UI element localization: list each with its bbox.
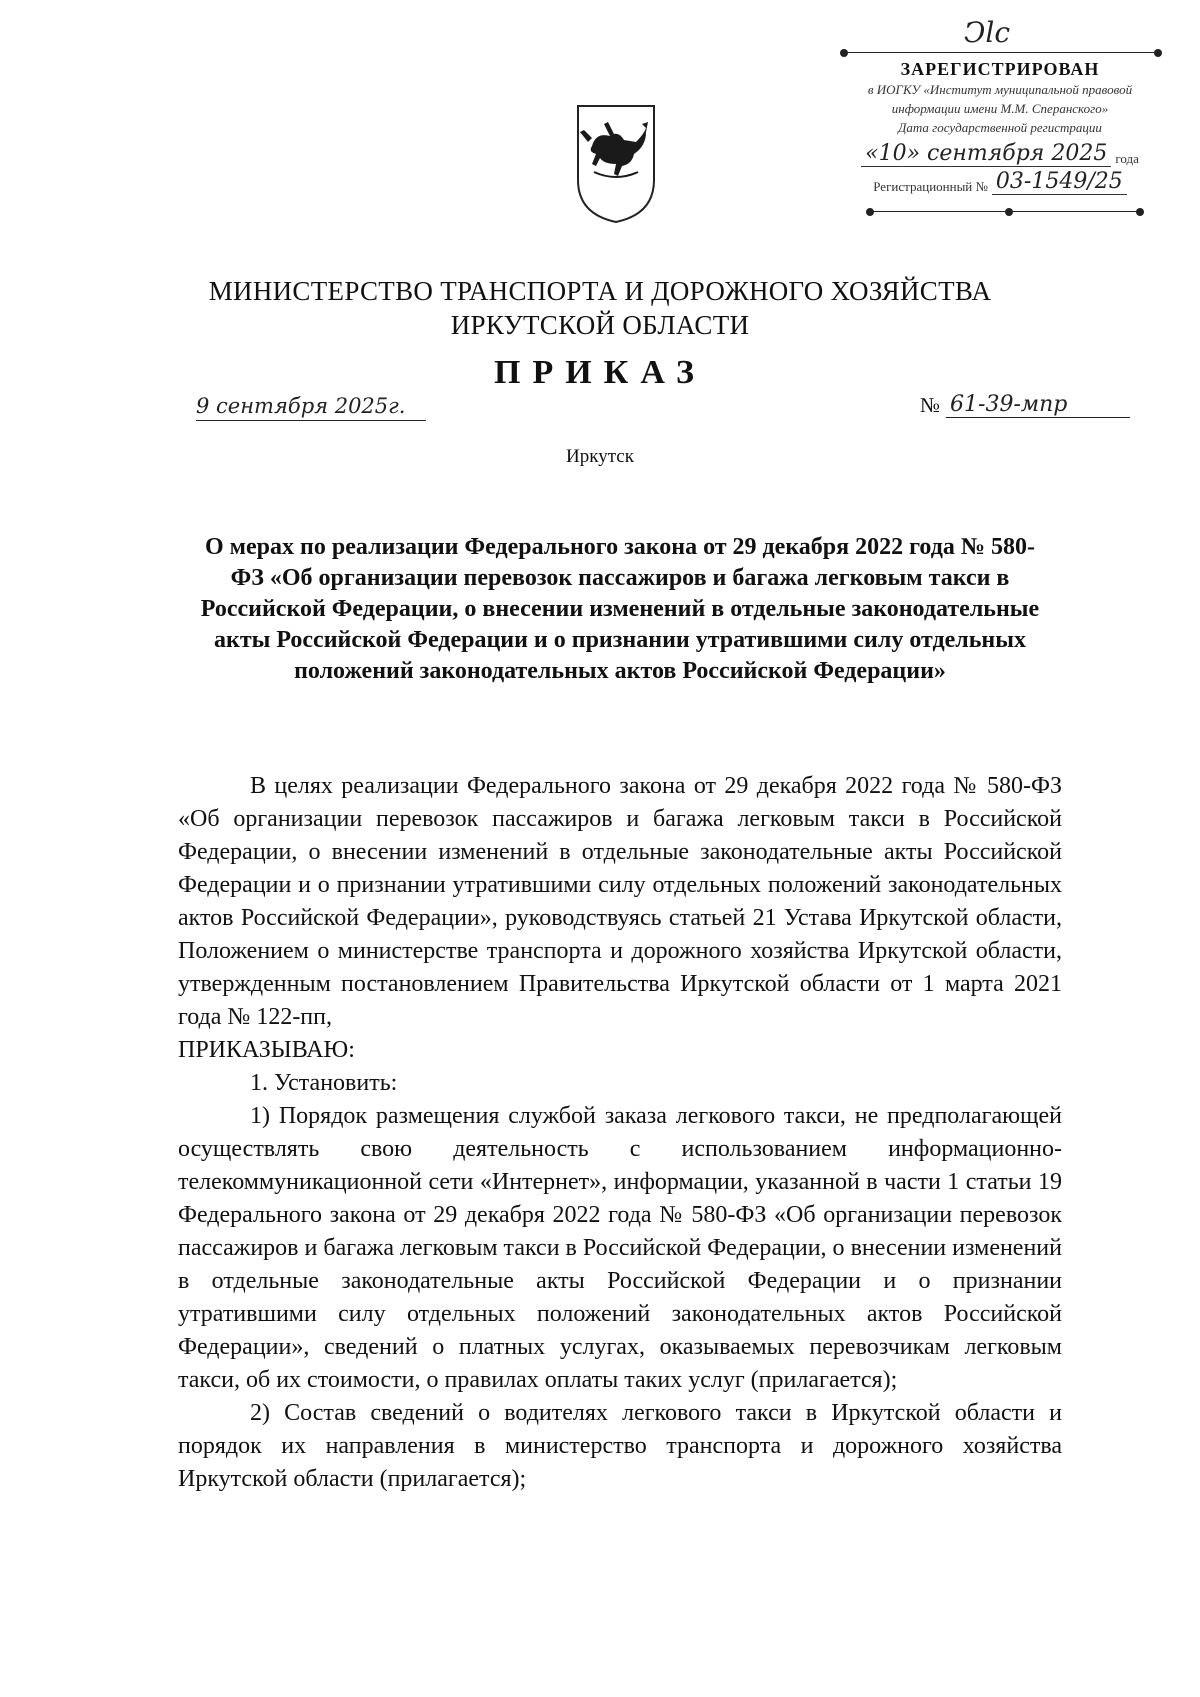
ministry-name [0, 274, 1200, 342]
coat-of-arms-icon [574, 102, 658, 224]
stamp-dot [1136, 208, 1144, 216]
sub-item-1: 1) Порядок размещения службой заказа легкового такси, не предполагающей осуществлять свою деятельность с использованием информационно-телекоммуникационной сети «Интернет», информации, указанной в части 1 статьи 19 Федерального закона от 29 декабря 2022 года № 580-ФЗ «Об организации перевозок пассажиров и багажа легковым такси в Российской Федерации, о внесении изменений в отдельные законодательные акты Российской Федерации и о признании утратившими силу отдельных положений законодательных актов Российской Федерации», сведений о платных услугах, оказываемых перевозчикам легковым такси, об их стоимости, о правилах оплаты таких услуг (прилагается); [178, 1103, 1062, 1393]
stamp-dot [866, 208, 874, 216]
stamp-reg-value: 03-1549/25 [992, 169, 1127, 195]
order-date: 9 сентября 2025г. [196, 394, 426, 421]
document-type: ПРИКАЗ [494, 354, 706, 391]
stamp-org-line2: информации имени М.М. Сперанского» [891, 101, 1109, 116]
stamp-reg-label: Регистрационный № [873, 179, 988, 194]
stamp-bottom-line [870, 209, 1140, 212]
city: Иркутск [566, 446, 634, 467]
sub-item-2: 2) Состав сведений о водителях легкового такси в Иркутской области и порядок их направления в министерство транспорта и дорожного хозяйства Иркутской области (прилагается); [178, 1400, 1062, 1492]
order-number [920, 392, 1130, 418]
number-sign: № [920, 393, 941, 417]
ministry-line1: МИНИСТЕРСТВО ТРАНСПОРТА И ДОРОЖНОГО ХОЗЯЙСТВА [208, 276, 992, 306]
document-body [178, 770, 1062, 1496]
stamp-year-suffix: года [1115, 151, 1139, 166]
item-1: 1. Установить: [250, 1070, 398, 1096]
registration-stamp [830, 16, 1170, 212]
stamp-top-line [844, 16, 1158, 53]
document-title: О мерах по реализации Федерального закона от 29 декабря 2022 года № 580-ФЗ «Об организации перевозок пассажиров и багажа легковым такси в Российской Федерации, о внесении изменений в отдельные законодательные акты Российской Федерации и о признании утратившими силу отдельных положений законодательных актов Российской Федерации» [200, 534, 1040, 684]
stamp-signature: Ͻlc [964, 16, 1011, 49]
stamp-dot [1154, 49, 1162, 57]
preamble-paragraph: В целях реализации Федерального закона от 29 декабря 2022 года № 580-ФЗ «Об организации перевозок пассажиров и багажа легковым такси в Российской Федерации, о внесении изменений в отдельные законодательные акты Российской Федерации и о признании утратившими силу отдельных положений законодательных актов Российской Федерации», руководствуясь статьей 21 Устава Иркутской области, Положением о министерстве транспорта и дорожного хозяйства Иркутской области, утвержденным постановлением Правительства Иркутской области от 1 марта 2021 года № 122-пп, [178, 773, 1062, 1030]
number-handwritten: 61-39-мпр [946, 392, 1130, 418]
stamp-date-line [830, 141, 1170, 167]
ministry-line2: ИРКУТСКОЙ ОБЛАСТИ [450, 310, 750, 340]
order-word: ПРИКАЗЫВАЮ: [178, 1037, 355, 1063]
stamp-reg-line [830, 169, 1170, 195]
stamp-dot [840, 49, 848, 57]
stamp-date-label: Дата государственной регистрации [898, 120, 1102, 135]
stamp-date-value: «10» сентября 2025 [861, 141, 1111, 167]
stamp-org-line1: в ИОГКУ «Институт муниципальной правовой [867, 82, 1133, 97]
stamp-dot [1005, 208, 1013, 216]
stamp-heading: ЗАРЕГИСТРИРОВАН [900, 59, 1100, 79]
